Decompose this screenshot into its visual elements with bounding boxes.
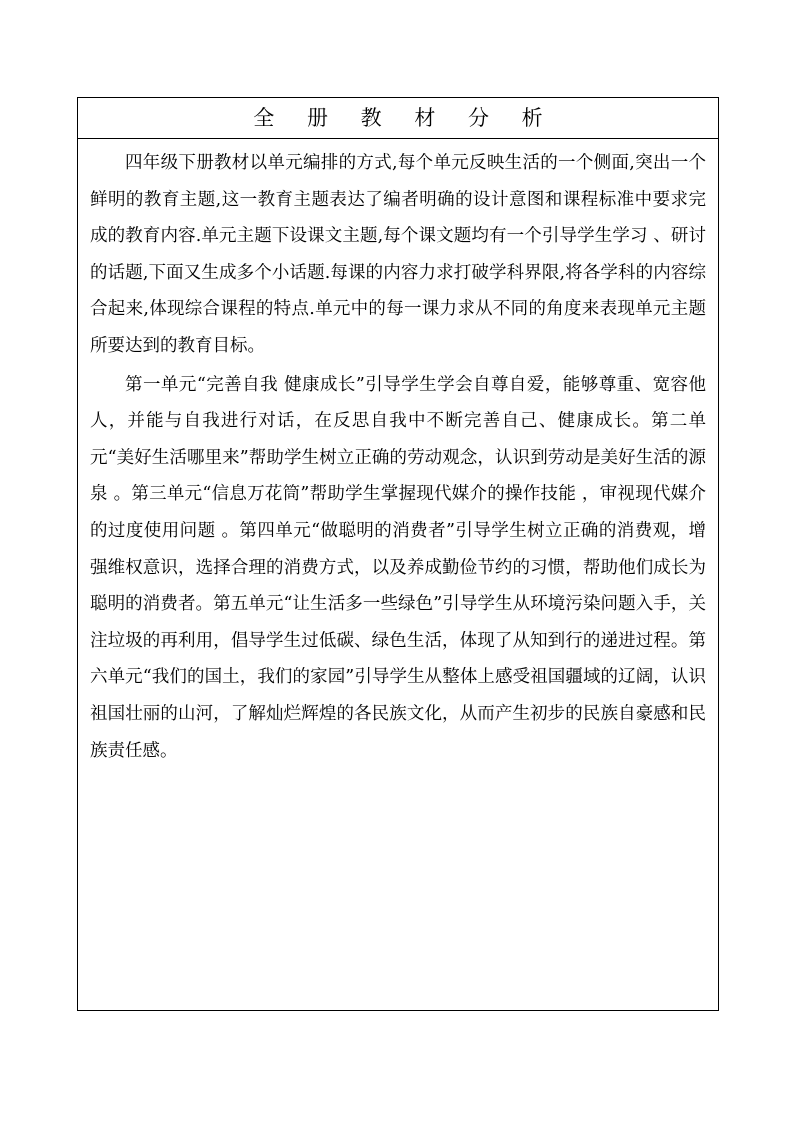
content-cell: [78, 139, 718, 769]
document-title: 全 册 教 材 分 析: [253, 106, 556, 130]
paragraph-overview: 四年级下册教材以单元编排的方式,每个单元反映生活的一个侧面,突出一个鲜明的教育主题,这一教育主题表达了编者明确的设计意图和课程标准中要求完成的教育内容.单元主题下设课文主题,每个课文题均有一个引导学生学习 、研讨的话题,下面又生成多个小话题.每课的内容力求打破学科界限,将各学科的内容综合起来,体现综合课程的特点.单元中的每一课力求从不同的角度来表现单元主题所要达到的教育目标。: [90, 153, 706, 356]
paragraph-units: 第一单元“完善自我 健康成长”引导学生学会自尊自爱，能够尊重、宽容他人，并能与自我进行对话，在反思自我中不断完善自己、健康成长。第二单元“美好生活哪里来”帮助学生树立正确的劳动观念，认识到劳动是美好生活的源泉 。第三单元“信息万花筒”帮助学生掌握现代媒介的操作技能 ，审视现代媒介的过度使用问题 。第四单元“做聪明的消费者”引导学生树立正确的消费观，增强维权意识，选择合理的消费方式，以及养成勤俭节约的习惯，帮助他们成长为聪明的消费者。第五单元“让生活多一些绿色”引导学生从环境污染问题入手，关注垃圾的再利用，倡导学生过低碳、绿色生活，体现了从知到行的递进过程。第六单元“我们的国土，我们的家园”引导学生从整体上感受祖国疆域的辽阔，认识祖国壮丽的山河，了解灿烂辉煌的各民族文化，从而产生初步的民族自豪感和民族责任感。: [90, 374, 706, 761]
analysis-table: [77, 97, 719, 1011]
table-header-row: [78, 98, 718, 139]
